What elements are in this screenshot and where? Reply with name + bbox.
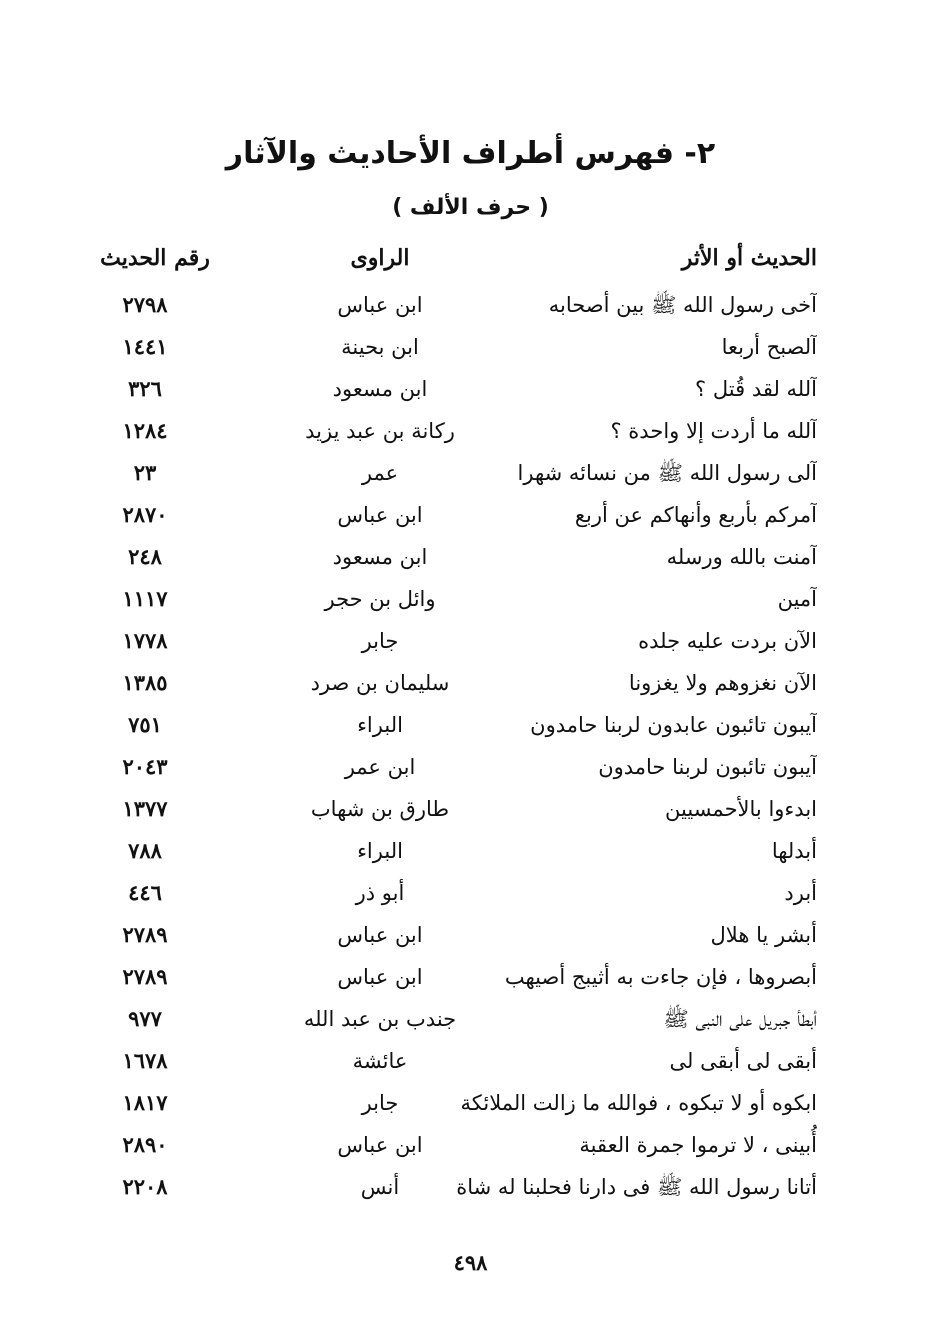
- hadith-number: ٢٣: [133, 460, 157, 485]
- table-row: [0, 1040, 941, 1082]
- table-row: [0, 746, 941, 788]
- hadith-number: ٢٧٨٩: [122, 922, 168, 947]
- narrator: وائل بن حجر: [324, 587, 436, 611]
- table-row: [0, 536, 941, 578]
- narrator: ابن مسعود: [332, 545, 428, 569]
- narrator: البراء: [357, 713, 403, 737]
- hadith-text: آيبون تائبون عابدون لربنا حامدون: [530, 713, 817, 737]
- hadith-number: ٢٢٠٨: [122, 1174, 168, 1199]
- index-table: [0, 284, 941, 1208]
- column-header-narrator: الراوى: [350, 245, 410, 271]
- table-row: [0, 1124, 941, 1166]
- table-header: [0, 238, 941, 278]
- table-row: [0, 452, 941, 494]
- hadith-number: ١٢٨٤: [122, 418, 168, 443]
- hadith-number: ١٧٧٨: [122, 628, 168, 653]
- hadith-number: ٤٤٦: [128, 880, 162, 905]
- hadith-text: أبشر يا هلال: [710, 923, 817, 947]
- narrator: ابن عمر: [344, 755, 416, 779]
- column-header-number: رقم الحديث: [100, 245, 210, 271]
- hadith-text: أبصروها ، فإن جاءت به أثيبج أصيهب: [504, 965, 817, 989]
- hadith-text: أتانا رسول الله ﷺ فى دارنا فحلبنا له شاة: [456, 1175, 817, 1199]
- hadith-number: ٢٤٨: [128, 544, 162, 569]
- narrator: ابن عباس: [337, 965, 423, 989]
- hadith-number: ٩٧٧: [128, 1006, 162, 1031]
- narrator: ابن عباس: [337, 503, 423, 527]
- table-row: [0, 788, 941, 830]
- narrator: جابر: [361, 1091, 399, 1115]
- table-row: [0, 368, 941, 410]
- hadith-number: ١٤٤١: [122, 334, 168, 359]
- hadith-text: آمين: [777, 587, 817, 611]
- hadith-text: آيبون تائبون لربنا حامدون: [598, 755, 817, 779]
- hadith-number: ١٣٧٧: [122, 796, 168, 821]
- table-row: [0, 872, 941, 914]
- hadith-text: أبرد: [784, 881, 817, 905]
- hadith-number: ١٨١٧: [122, 1090, 168, 1115]
- narrator: ابن مسعود: [332, 377, 428, 401]
- narrator: سليمان بن صرد: [310, 671, 450, 695]
- narrator: عمر: [361, 461, 399, 485]
- hadith-number: ١١١٧: [122, 586, 168, 611]
- narrator: جابر: [361, 629, 399, 653]
- hadith-number: ٢٨٧٠: [122, 502, 168, 527]
- narrator: ابن عباس: [337, 923, 423, 947]
- hadith-text: آمركم بأربع وأنهاكم عن أربع: [574, 503, 817, 527]
- table-row: [0, 410, 941, 452]
- narrator: طارق بن شهاب: [310, 797, 450, 821]
- narrator: ركانة بن عبد يزيد: [305, 419, 455, 443]
- hadith-text: أبدلها: [771, 839, 817, 863]
- table-row: [0, 1166, 941, 1208]
- page-title: ٢- فهرس أطراف الأحاديث والآثار: [225, 136, 716, 171]
- hadith-number: ٢٧٨٩: [122, 964, 168, 989]
- table-row: [0, 704, 941, 746]
- narrator: جندب بن عبد الله: [303, 1007, 457, 1031]
- section-heading: ( حرف الألف ): [392, 195, 549, 220]
- narrator: ابن بحينة: [341, 335, 419, 359]
- hadith-number: ٣٢٦: [128, 376, 162, 401]
- table-row: [0, 1082, 941, 1124]
- narrator: أبو ذر: [355, 881, 405, 905]
- page-number: ٤٩٨: [453, 1250, 488, 1275]
- table-row: [0, 284, 941, 326]
- hadith-text: آلصبح أربعا: [721, 335, 817, 359]
- table-row: [0, 578, 941, 620]
- hadith-text: آلى رسول الله ﷺ من نسائه شهرا: [517, 461, 817, 485]
- table-row: [0, 914, 941, 956]
- table-row: [0, 956, 941, 998]
- hadith-text: آلله ما أردت إلا واحدة ؟: [610, 419, 817, 443]
- hadith-number: ٧٨٨: [128, 838, 162, 863]
- hadith-text: أبقى لى أبقى لى: [669, 1049, 817, 1073]
- hadith-text: آخى رسول الله ﷺ بين أصحابه: [548, 293, 817, 317]
- hadith-number: ٢٧٩٨: [122, 292, 168, 317]
- hadith-text: آمنت بالله ورسله: [666, 545, 817, 569]
- hadith-text: آلله لقد قُتل ؟: [695, 377, 817, 401]
- table-row: [0, 830, 941, 872]
- hadith-number: ١٣٨٥: [122, 670, 168, 695]
- column-header-text: الحديث أو الأثر: [681, 245, 817, 271]
- table-row: [0, 662, 941, 704]
- narrator: البراء: [357, 839, 403, 863]
- hadith-text: الآن نغزوهم ولا يغزونا: [628, 671, 817, 695]
- hadith-text: الآن بردت عليه جلده: [638, 629, 817, 653]
- narrator: ابن عباس: [337, 1133, 423, 1157]
- table-row: [0, 494, 941, 536]
- table-row: [0, 326, 941, 368]
- hadith-text: ابكوه أو لا تبكوه ، فوالله ما زالت الملائكة: [460, 1091, 817, 1115]
- hadith-number: ١٦٧٨: [122, 1048, 168, 1073]
- narrator: ابن عباس: [337, 293, 423, 317]
- hadith-text: ابدءوا بالأحمسيين: [665, 797, 817, 821]
- hadith-text: أبطأ جبريل على النبى ﷺ: [663, 1007, 817, 1031]
- hadith-text: أُبينى ، لا ترموا جمرة العقبة: [579, 1133, 817, 1157]
- hadith-number: ٢٨٩٠: [122, 1132, 168, 1157]
- narrator: عائشة: [352, 1049, 408, 1073]
- narrator: أنس: [360, 1175, 400, 1199]
- hadith-number: ٢٠٤٣: [122, 754, 168, 779]
- table-row: [0, 620, 941, 662]
- table-row: [0, 998, 941, 1040]
- hadith-number: ٧٥١: [128, 712, 162, 737]
